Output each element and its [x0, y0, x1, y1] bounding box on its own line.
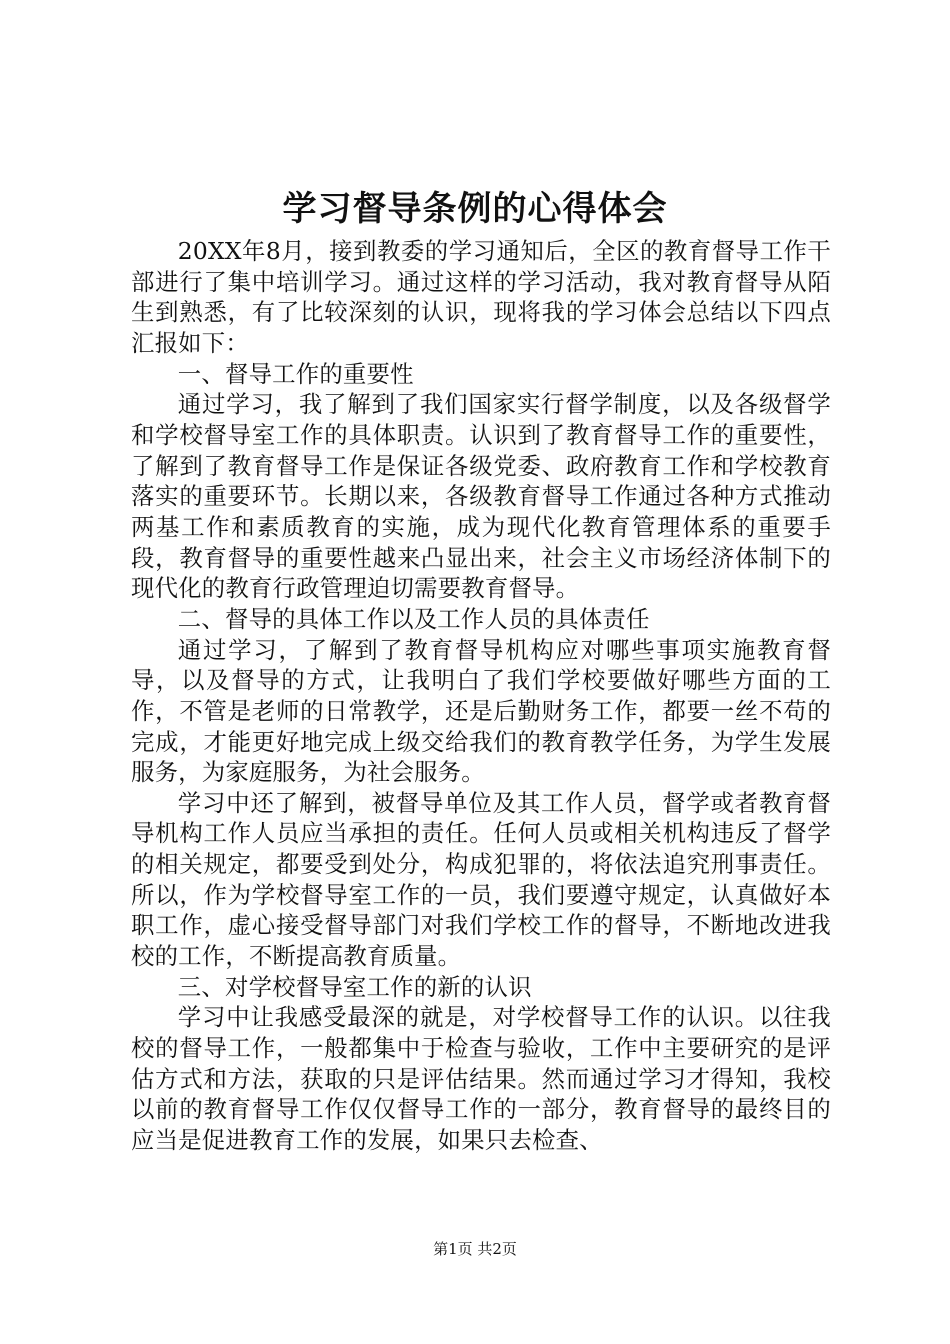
paragraph-section-2a: 通过学习，了解到了教育督导机构应对哪些事项实施教育督导，以及督导的方式，让我明白了我们学校要做好哪些方面的工作，不管是老师的日常教学，还是后勤财务工作，都要一丝不苟的完成，才能更好地完成上级交给我们的教育教学任务，为学生发展服务，为家庭服务，为社会服务。 — [131, 635, 831, 787]
section-heading-3: 三、对学校督导室工作的新的认识 — [177, 972, 532, 1001]
paragraph-section-3: 学习中让我感受最深的就是，对学校督导工作的认识。以往我校的督导工作，一般都集中于检查与验收，工作中主要研究的是评估方式和方法，获取的只是评估结果。然而通过学习才得知，我校以前的教育督导工作仅仅督导工作的一部分，教育督导的最终目的应当是促进教育工作的发展，如果只去检查、 — [131, 1003, 831, 1155]
section-heading-2: 二、督导的具体工作以及工作人员的具体责任 — [177, 604, 650, 633]
page-number: 第1页 共2页 — [433, 1240, 517, 1258]
document-title: 学习督导条例的心得体会 — [282, 189, 668, 229]
paragraph-section-1: 通过学习，我了解到了我们国家实行督学制度，以及各级督学和学校督导室工作的具体职责。认识到了教育督导工作的重要性，了解到了教育督导工作是保证各级党委、政府教育工作和学校教育落实的重要环节。长期以来，各级教育督导工作通过各种方式推动两基工作和素质教育的实施，成为现代化教育管理体系的重要手段，教育督导的重要性越来凸显出来，社会主义市场经济体制下的现代化的教育行政管理迫切需要教育督导。 — [131, 390, 831, 603]
document-body — [131, 236, 831, 1156]
paragraph-intro: 20XX年8月，接到教委的学习通知后，全区的教育督导工作干部进行了集中培训学习。通过这样的学习活动，我对教育督导从陌生到熟悉，有了比较深刻的认识，现将我的学习体会总结以下四点汇报如下： — [131, 237, 831, 357]
paragraph-section-2b: 学习中还了解到，被督导单位及其工作人员，督学或者教育督导机构工作人员应当承担的责任。任何人员或相关机构违反了督学的相关规定，都要受到处分，构成犯罪的，将依法追究刑事责任。所以，作为学校督导室工作的一员，我们要遵守规定，认真做好本职工作，虚心接受督导部门对我们学校工作的督导，不断地改进我校的工作，不断提高教育质量。 — [131, 788, 831, 971]
section-heading-1: 一、督导工作的重要性 — [177, 359, 414, 388]
